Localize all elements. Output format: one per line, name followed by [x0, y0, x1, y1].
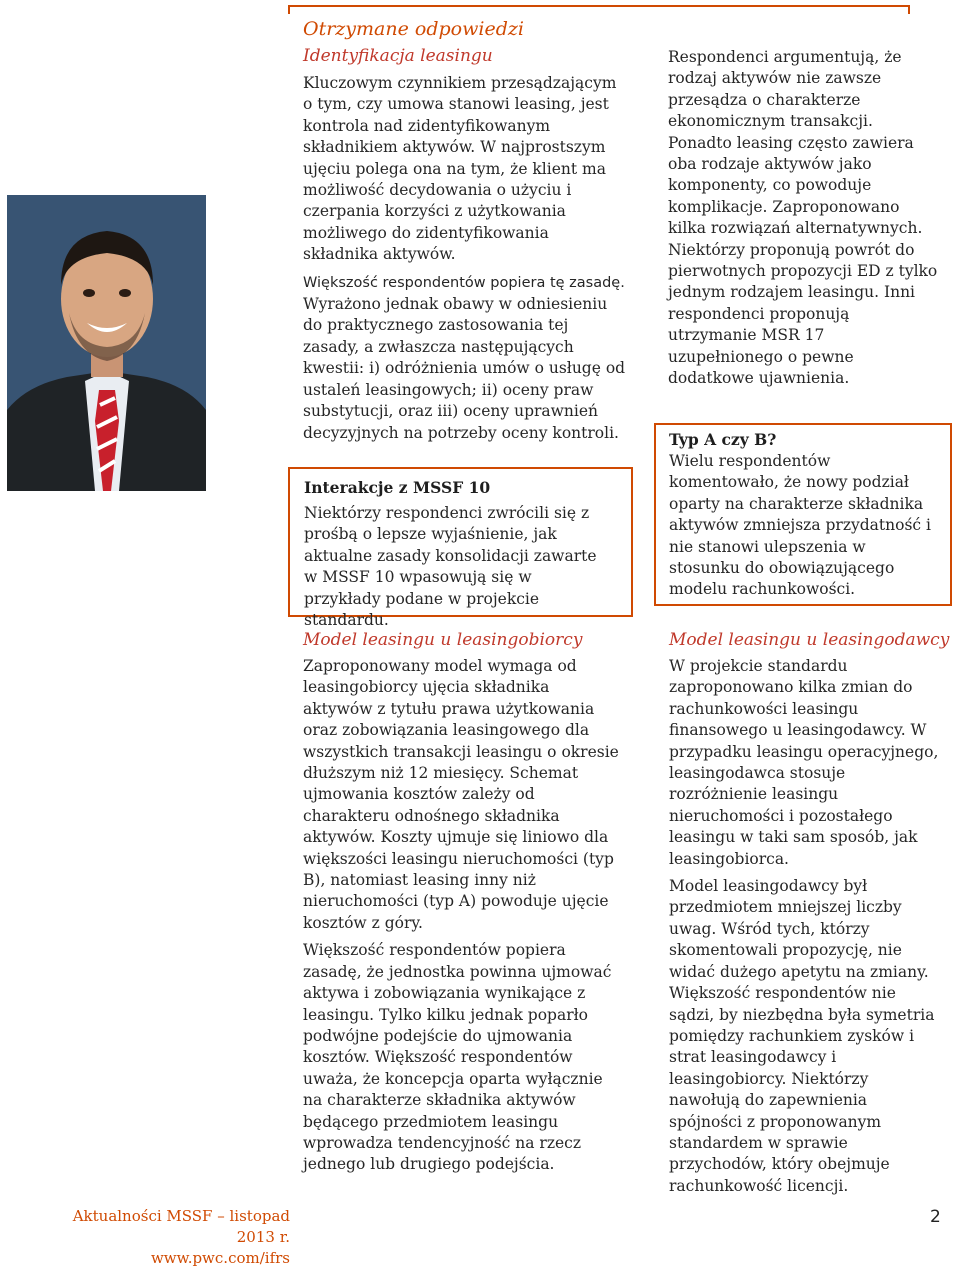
type-text: Wielu respondentów komentowało, że nowy podział oparty na charakterze składnika aktywów zmniejsza przydatność i nie stanowi ulepszenia w stosunku do obowiązującego modelu rachunkowości.	[669, 452, 931, 599]
support-lead: Większość respondentów popiera tę zasadę.	[303, 274, 625, 291]
section-title: Otrzymane odpowiedzi	[303, 18, 524, 40]
identification-paragraph: Kluczowym czynnikiem przesądzającym o tym, czy umowa stanowi leasing, jest kontrola nad zidentyfikowanym składnikiem aktywów. W najprostszym ujęciu polega ona na tym, że klient ma możliwość decydowania o użyciu i czerpania korzyści z użytkowania możliwego do zidentyfikowania składnika aktywów.	[303, 74, 617, 264]
interactions-box	[288, 467, 633, 630]
support-paragraph	[303, 272, 628, 444]
interactions-heading: Interakcje z MSSF 10	[304, 478, 491, 497]
footer	[32, 1206, 290, 1269]
lessee-text	[303, 656, 621, 1182]
lessee-paragraph-1: Zaproponowany model wymaga od leasingobiorcy ujęcia składnika aktywów z tytułu prawa użytkowania oraz zobowiązania leasingowego dla wszystkich transakcji leasingu o okresie dłuższym niż 12 miesięcy. Schemat ujmowania kosztów zależy od charakteru odnośnego składnika aktywów. Koszty ujmuje się liniowo dla większości leasingu nieruchomości (typ B), natomiast leasing inny niż nieruchomości (typ A) powoduje ujęcie kosztów z góry.	[303, 657, 619, 932]
page-number: 2	[930, 1207, 941, 1227]
lessee-paragraph-2: Większość respondentów popiera zasadę, że jednostka powinna ujmować aktywa i zobowiązania wynikające z leasingu. Tylko kilku jednak poparło podwójne podejście do ujmowania kosztów. Większość respondentów uważa, że koncepcja oparta wyłącznie na charakterze składnika aktywów będącego przedmiotem leasingu wprowadza tendencyjność na rzecz jednego lub drugiego podejścia.	[303, 941, 612, 1174]
support-rest: Wyrażono jednak obawy w odniesieniu do praktycznego zastosowania tej zasady, a zwłaszcza następujących kwestii: i) odróżnienia umów o usługę od ustaleń leasingowych; ii) oceny praw substytucji, oraz iii) oceny uprawnień decyzyjnych na potrzeby oceny kontroli.	[303, 295, 626, 442]
footer-publication: Aktualności MSSF – listopad 2013 r.	[72, 1207, 290, 1246]
type-box	[654, 423, 952, 606]
type-heading: Typ A czy B?	[669, 430, 777, 449]
subsection-title: Identyfikacja leasingu	[303, 46, 493, 66]
section-frame	[288, 5, 908, 14]
portrait-illustration	[7, 195, 206, 491]
lessee-title: Model leasingu u leasingobiorcy	[303, 630, 583, 650]
lessor-paragraph-1: W projekcie standardu zaproponowano kilka zmian do rachunkowości leasingu finansowego u leasingodawcy. W przypadku leasingu operacyjnego, leasingodawca stosuje rozróżnienie leasingu nieruchomości i pozostałego leasingu w taki sam sposób, jak leasingobiorca.	[669, 657, 939, 868]
lessor-text	[669, 656, 939, 1203]
left-column-text	[303, 73, 628, 450]
lessor-title: Model leasingu u leasingodawcy	[669, 630, 950, 650]
footer-link[interactable]: www.pwc.com/ifrs	[150, 1249, 290, 1267]
lessor-paragraph-2: Model leasingodawcy był przedmiotem mniejszej liczby uwag. Wśród tych, którzy skomentowali propozycję, nie widać dużego apetytu na zmiany. Większość respondentów nie sądzi, by niezbędna była symetria pomiędzy rachunkiem zysków i strat leasingodawcy i leasingobiorcy. Niektórzy nawołują do zapewnienia spójności z proponowanym standardem w sprawie przychodów, który obejmuje rachunkowość licencji.	[669, 877, 935, 1195]
interactions-text: Niektórzy respondenci zwrócili się z prośbą o lepsze wyjaśnienie, jak aktualne zasady konsolidacji zawarte w MSSF 10 wpasowują się w przykłady podane w projekcie standardu.	[304, 504, 597, 630]
portrait-photo	[7, 195, 206, 491]
right-column-text: Respondenci argumentują, że rodzaj aktywów nie zawsze przesądza o charakterze ekonomicznym transakcji. Ponadto leasing często zawiera oba rodzaje aktywów jako komponenty, co powoduje komplikacje. Zaproponowano kilka rozwiązań alternatywnych. Niektórzy proponują powrót do pierwotnych propozycji ED z tylko jednym rodzajem leasingu. Inni respondenci proponują utrzymanie MSR 17 uzupełnionego o pewne dodatkowe ujawnienia.	[668, 48, 938, 388]
